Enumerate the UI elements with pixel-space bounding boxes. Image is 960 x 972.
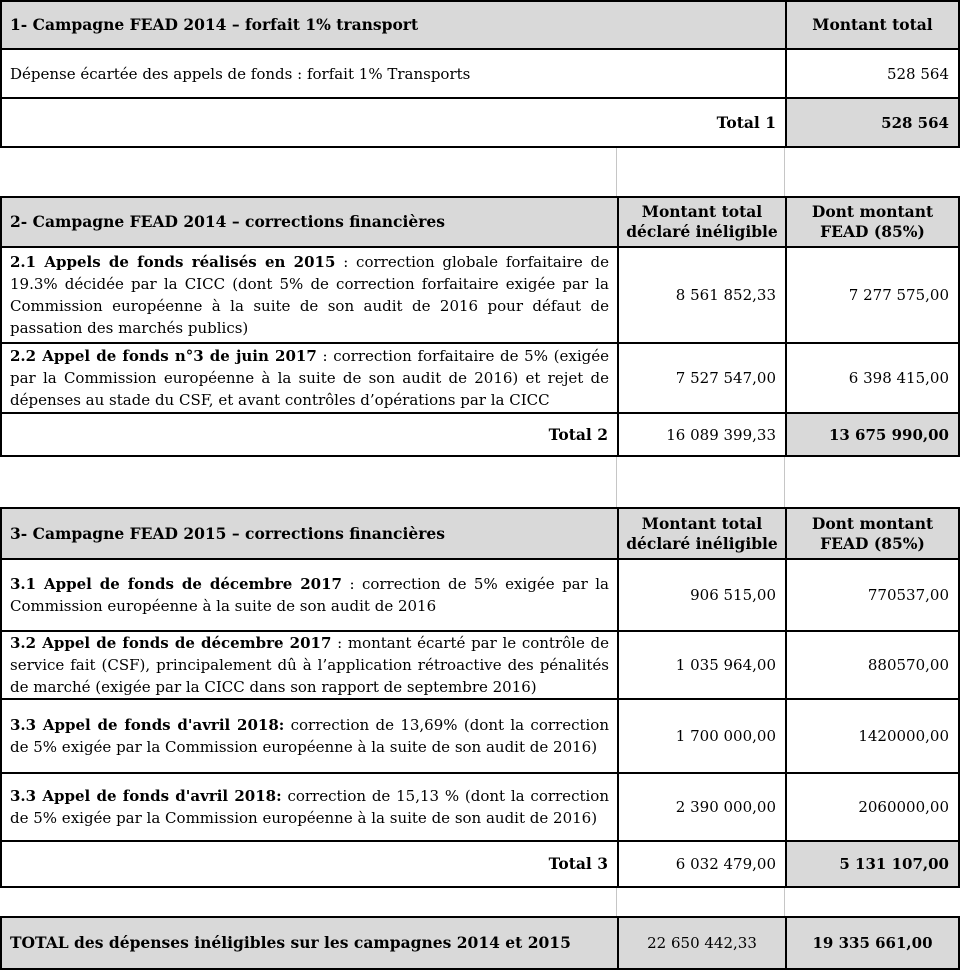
table-row bbox=[2, 246, 958, 342]
total-1-label: Total 1 bbox=[716, 112, 776, 132]
table-row bbox=[2, 558, 958, 630]
row-2-1-text: : correction globale forfaitaire de 19.3% décidée par la CICC (dont 5% de correction forfaitaire exigée par la Commission européenne à la suite de son audit de 2016 pour défaut de passation des marchés publics) bbox=[10, 253, 609, 337]
row-3-1-text: : correction de 5% exigée par la Commission européenne à la suite de son audit de 2016 bbox=[10, 575, 609, 615]
gap-column-line bbox=[784, 148, 785, 196]
row-3-2-description bbox=[2, 632, 617, 698]
table-3-col-fead: Dont montant FEAD (85%) bbox=[785, 509, 958, 558]
gap-column-line bbox=[616, 148, 617, 196]
row-2-1-lead: 2.1 Appels de fonds réalisés en 2015 bbox=[10, 253, 336, 271]
row-3-3b-description bbox=[2, 774, 617, 840]
row-3-2-text: : montant écarté par le contrôle de service fait (CSF), principalement dû à l’application rétroactive des pénalités de marché (exigée par la CICC dans son rapport de septembre 2016) bbox=[10, 634, 609, 696]
total-2-label: Total 2 bbox=[548, 424, 608, 444]
row-3-2-lead: 3.2 Appel de fonds de décembre 2017 bbox=[10, 634, 332, 652]
table-3-header-row bbox=[2, 509, 958, 558]
row-3-3b-lead: 3.3 Appel de fonds d'avril 2018: bbox=[10, 787, 282, 805]
grand-total-label: TOTAL des dépenses inéligibles sur les campagnes 2014 et 2015 bbox=[2, 918, 617, 968]
row-2-2-lead: 2.2 Appel de fonds n°3 de juin 2017 bbox=[10, 347, 317, 365]
row-2-1-description bbox=[2, 248, 617, 342]
row-3-3a-description bbox=[2, 700, 617, 772]
table-2-title: 2- Campagne FEAD 2014 – corrections financières bbox=[2, 198, 617, 246]
row-2-2-description bbox=[2, 344, 617, 412]
expense-amount: 528 564 bbox=[785, 50, 958, 97]
table-2-col-fead: Dont montant FEAD (85%) bbox=[785, 198, 958, 246]
gap-column-line bbox=[784, 457, 785, 507]
grand-total-table bbox=[0, 916, 960, 970]
table-row bbox=[2, 48, 958, 97]
table-2-header-row bbox=[2, 198, 958, 246]
grand-total-montant-fead: 19 335 661,00 bbox=[785, 918, 958, 968]
table-1-forfait-transport bbox=[0, 0, 960, 148]
row-2-2-montant-ineligible: 7 527 547,00 bbox=[617, 344, 785, 412]
row-3-1-montant-fead: 770537,00 bbox=[785, 560, 958, 630]
gap-column-line bbox=[616, 457, 617, 507]
row-3-1-montant-ineligible: 906 515,00 bbox=[617, 560, 785, 630]
table-row bbox=[2, 772, 958, 840]
row-3-3b-montant-fead: 2060000,00 bbox=[785, 774, 958, 840]
table-row bbox=[2, 342, 958, 412]
table-gap-2 bbox=[0, 457, 960, 507]
table-3-title: 3- Campagne FEAD 2015 – corrections financières bbox=[2, 509, 617, 558]
table-3-col-montant-ineligible: Montant total déclaré inéligible bbox=[617, 509, 785, 558]
row-3-2-montant-fead: 880570,00 bbox=[785, 632, 958, 698]
table-row bbox=[2, 630, 958, 698]
table-1-col-montant-total: Montant total bbox=[785, 2, 958, 48]
row-3-3a-lead: 3.3 Appel de fonds d'avril 2018: bbox=[10, 716, 285, 734]
total-2-montant-ineligible: 16 089 399,33 bbox=[617, 414, 785, 455]
table-1-title: 1- Campagne FEAD 2014 – forfait 1% transport bbox=[2, 2, 785, 48]
total-1-amount: 528 564 bbox=[785, 99, 958, 146]
row-3-1-lead: 3.1 Appel de fonds de décembre 2017 bbox=[10, 575, 342, 593]
gap-column-line bbox=[616, 888, 617, 916]
table-gap-3 bbox=[0, 888, 960, 916]
row-2-1-montant-ineligible: 8 561 852,33 bbox=[617, 248, 785, 342]
total-2-montant-fead: 13 675 990,00 bbox=[785, 414, 958, 455]
row-3-3b-montant-ineligible: 2 390 000,00 bbox=[617, 774, 785, 840]
row-3-3a-text: correction de 13,69% (dont la correction de 5% exigée par la Commission européenne à la suite de son audit de 2016) bbox=[10, 716, 609, 756]
total-3-montant-fead: 5 131 107,00 bbox=[785, 842, 958, 886]
gap-column-line bbox=[784, 888, 785, 916]
grand-total-montant-ineligible: 22 650 442,33 bbox=[617, 918, 785, 968]
row-2-2-montant-fead: 6 398 415,00 bbox=[785, 344, 958, 412]
total-3-montant-ineligible: 6 032 479,00 bbox=[617, 842, 785, 886]
table-3-corrections-2015 bbox=[0, 507, 960, 888]
table-2-col-montant-ineligible: Montant total déclaré inéligible bbox=[617, 198, 785, 246]
row-3-3a-montant-ineligible: 1 700 000,00 bbox=[617, 700, 785, 772]
row-3-1-description bbox=[2, 560, 617, 630]
table-2-total-row bbox=[2, 412, 958, 455]
table-1-header-row bbox=[2, 2, 958, 48]
grand-total-row bbox=[2, 918, 958, 968]
table-3-total-row bbox=[2, 840, 958, 886]
table-2-corrections-2014 bbox=[0, 196, 960, 457]
row-3-3b-text: correction de 15,13 % (dont la correction de 5% exigée par la Commission européenne à la suite de son audit de 2016) bbox=[10, 787, 609, 827]
expense-label bbox=[2, 50, 785, 97]
total-3-label: Total 3 bbox=[548, 854, 608, 873]
row-2-1-montant-fead: 7 277 575,00 bbox=[785, 248, 958, 342]
expense-label-text: Dépense écartée des appels de fonds : forfait 1% Transports bbox=[10, 64, 471, 83]
row-2-2-text: : correction forfaitaire de 5% (exigée par la Commission européenne à la suite de son audit de 2016) et rejet de dépenses au stade du CSF, et avant contrôles d’opérations par la CICC bbox=[10, 347, 609, 409]
table-gap-1 bbox=[0, 148, 960, 196]
row-3-2-montant-ineligible: 1 035 964,00 bbox=[617, 632, 785, 698]
table-row bbox=[2, 698, 958, 772]
row-3-3a-montant-fead: 1420000,00 bbox=[785, 700, 958, 772]
table-1-total-row bbox=[2, 97, 958, 146]
